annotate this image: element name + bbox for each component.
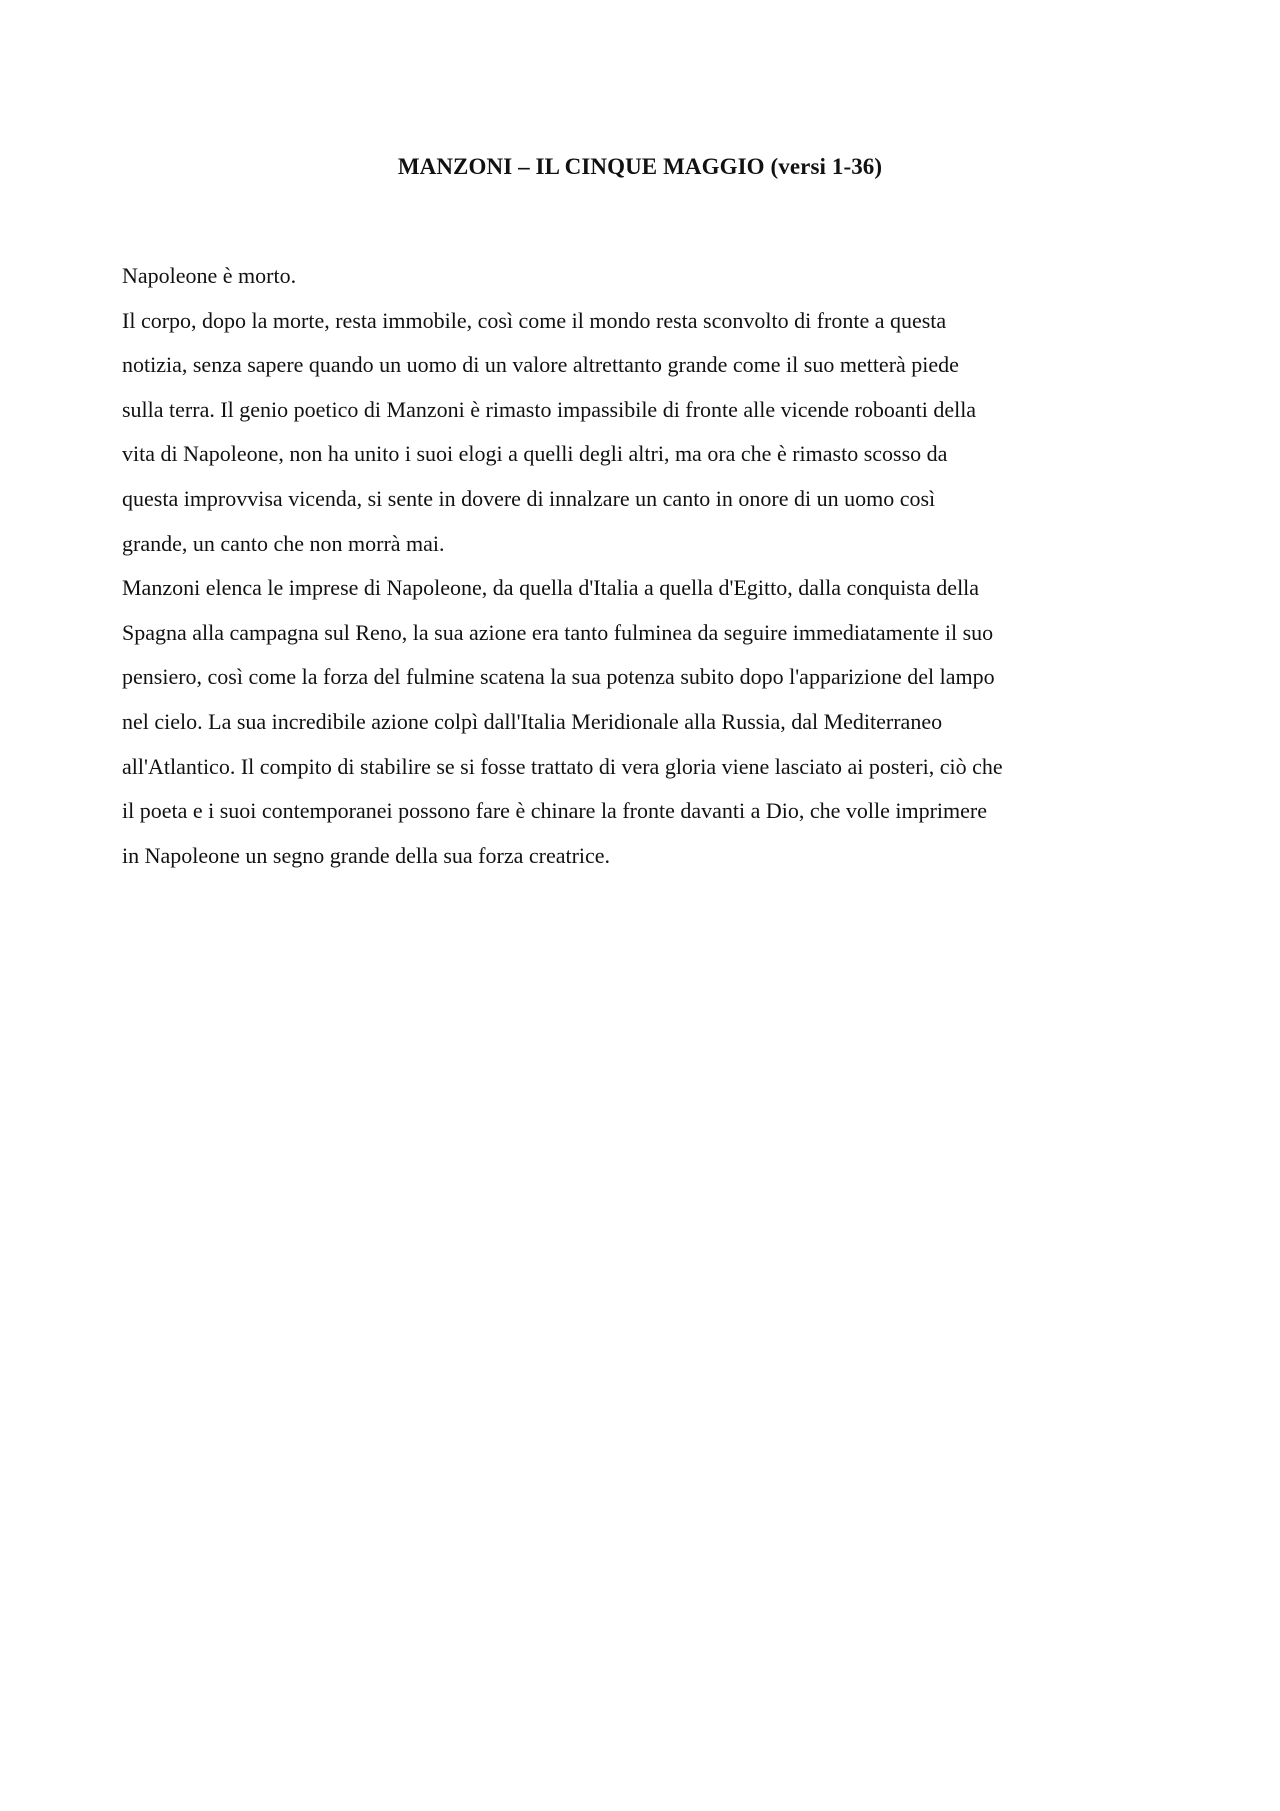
body-line: Napoleone è morto. — [122, 263, 297, 288]
document-body — [122, 254, 1182, 878]
body-line: vita di Napoleone, non ha unito i suoi elogi a quelli degli altri, ma ora che è rimasto scosso da — [122, 441, 948, 467]
body-line: sulla terra. Il genio poetico di Manzoni è rimasto impassibile di fronte alle vicende roboanti della — [122, 396, 977, 422]
body-line: notizia, senza sapere quando un uomo di un valore altrettanto grande come il suo metterà piede — [122, 352, 959, 378]
body-line: Manzoni elenca le imprese di Napoleone, da quella d'Italia a quella d'Egitto, dalla conquista della — [122, 575, 980, 601]
body-line: questa improvvisa vicenda, si sente in dovere di innalzare un canto in onore di un uomo così — [122, 485, 936, 511]
body-line: all'Atlantico. Il compito di stabilire se si fosse trattato di vera gloria viene lasciato ai posteri, ciò che — [122, 753, 1003, 779]
body-line: in Napoleone un segno grande della sua forza creatrice. — [122, 842, 611, 868]
body-line: Il corpo, dopo la morte, resta immobile, così come il mondo resta sconvolto di fronte a questa — [122, 307, 947, 333]
body-line: pensiero, così come la forza del fulmine scatena la sua potenza subito dopo l'apparizione del lampo — [122, 664, 995, 690]
body-line: Spagna alla campagna sul Reno, la sua azione era tanto fulminea da seguire immediatamente il suo — [122, 619, 994, 645]
body-line: il poeta e i suoi contemporanei possono fare è chinare la fronte davanti a Dio, che volle imprimere — [122, 798, 988, 824]
body-line: nel cielo. La sua incredibile azione colpì dall'Italia Meridionale alla Russia, dal Mediterraneo — [122, 708, 943, 734]
body-line: grande, un canto che non morrà mai. — [122, 530, 445, 556]
document-title: MANZONI – IL CINQUE MAGGIO (versi 1-36) — [397, 154, 883, 179]
